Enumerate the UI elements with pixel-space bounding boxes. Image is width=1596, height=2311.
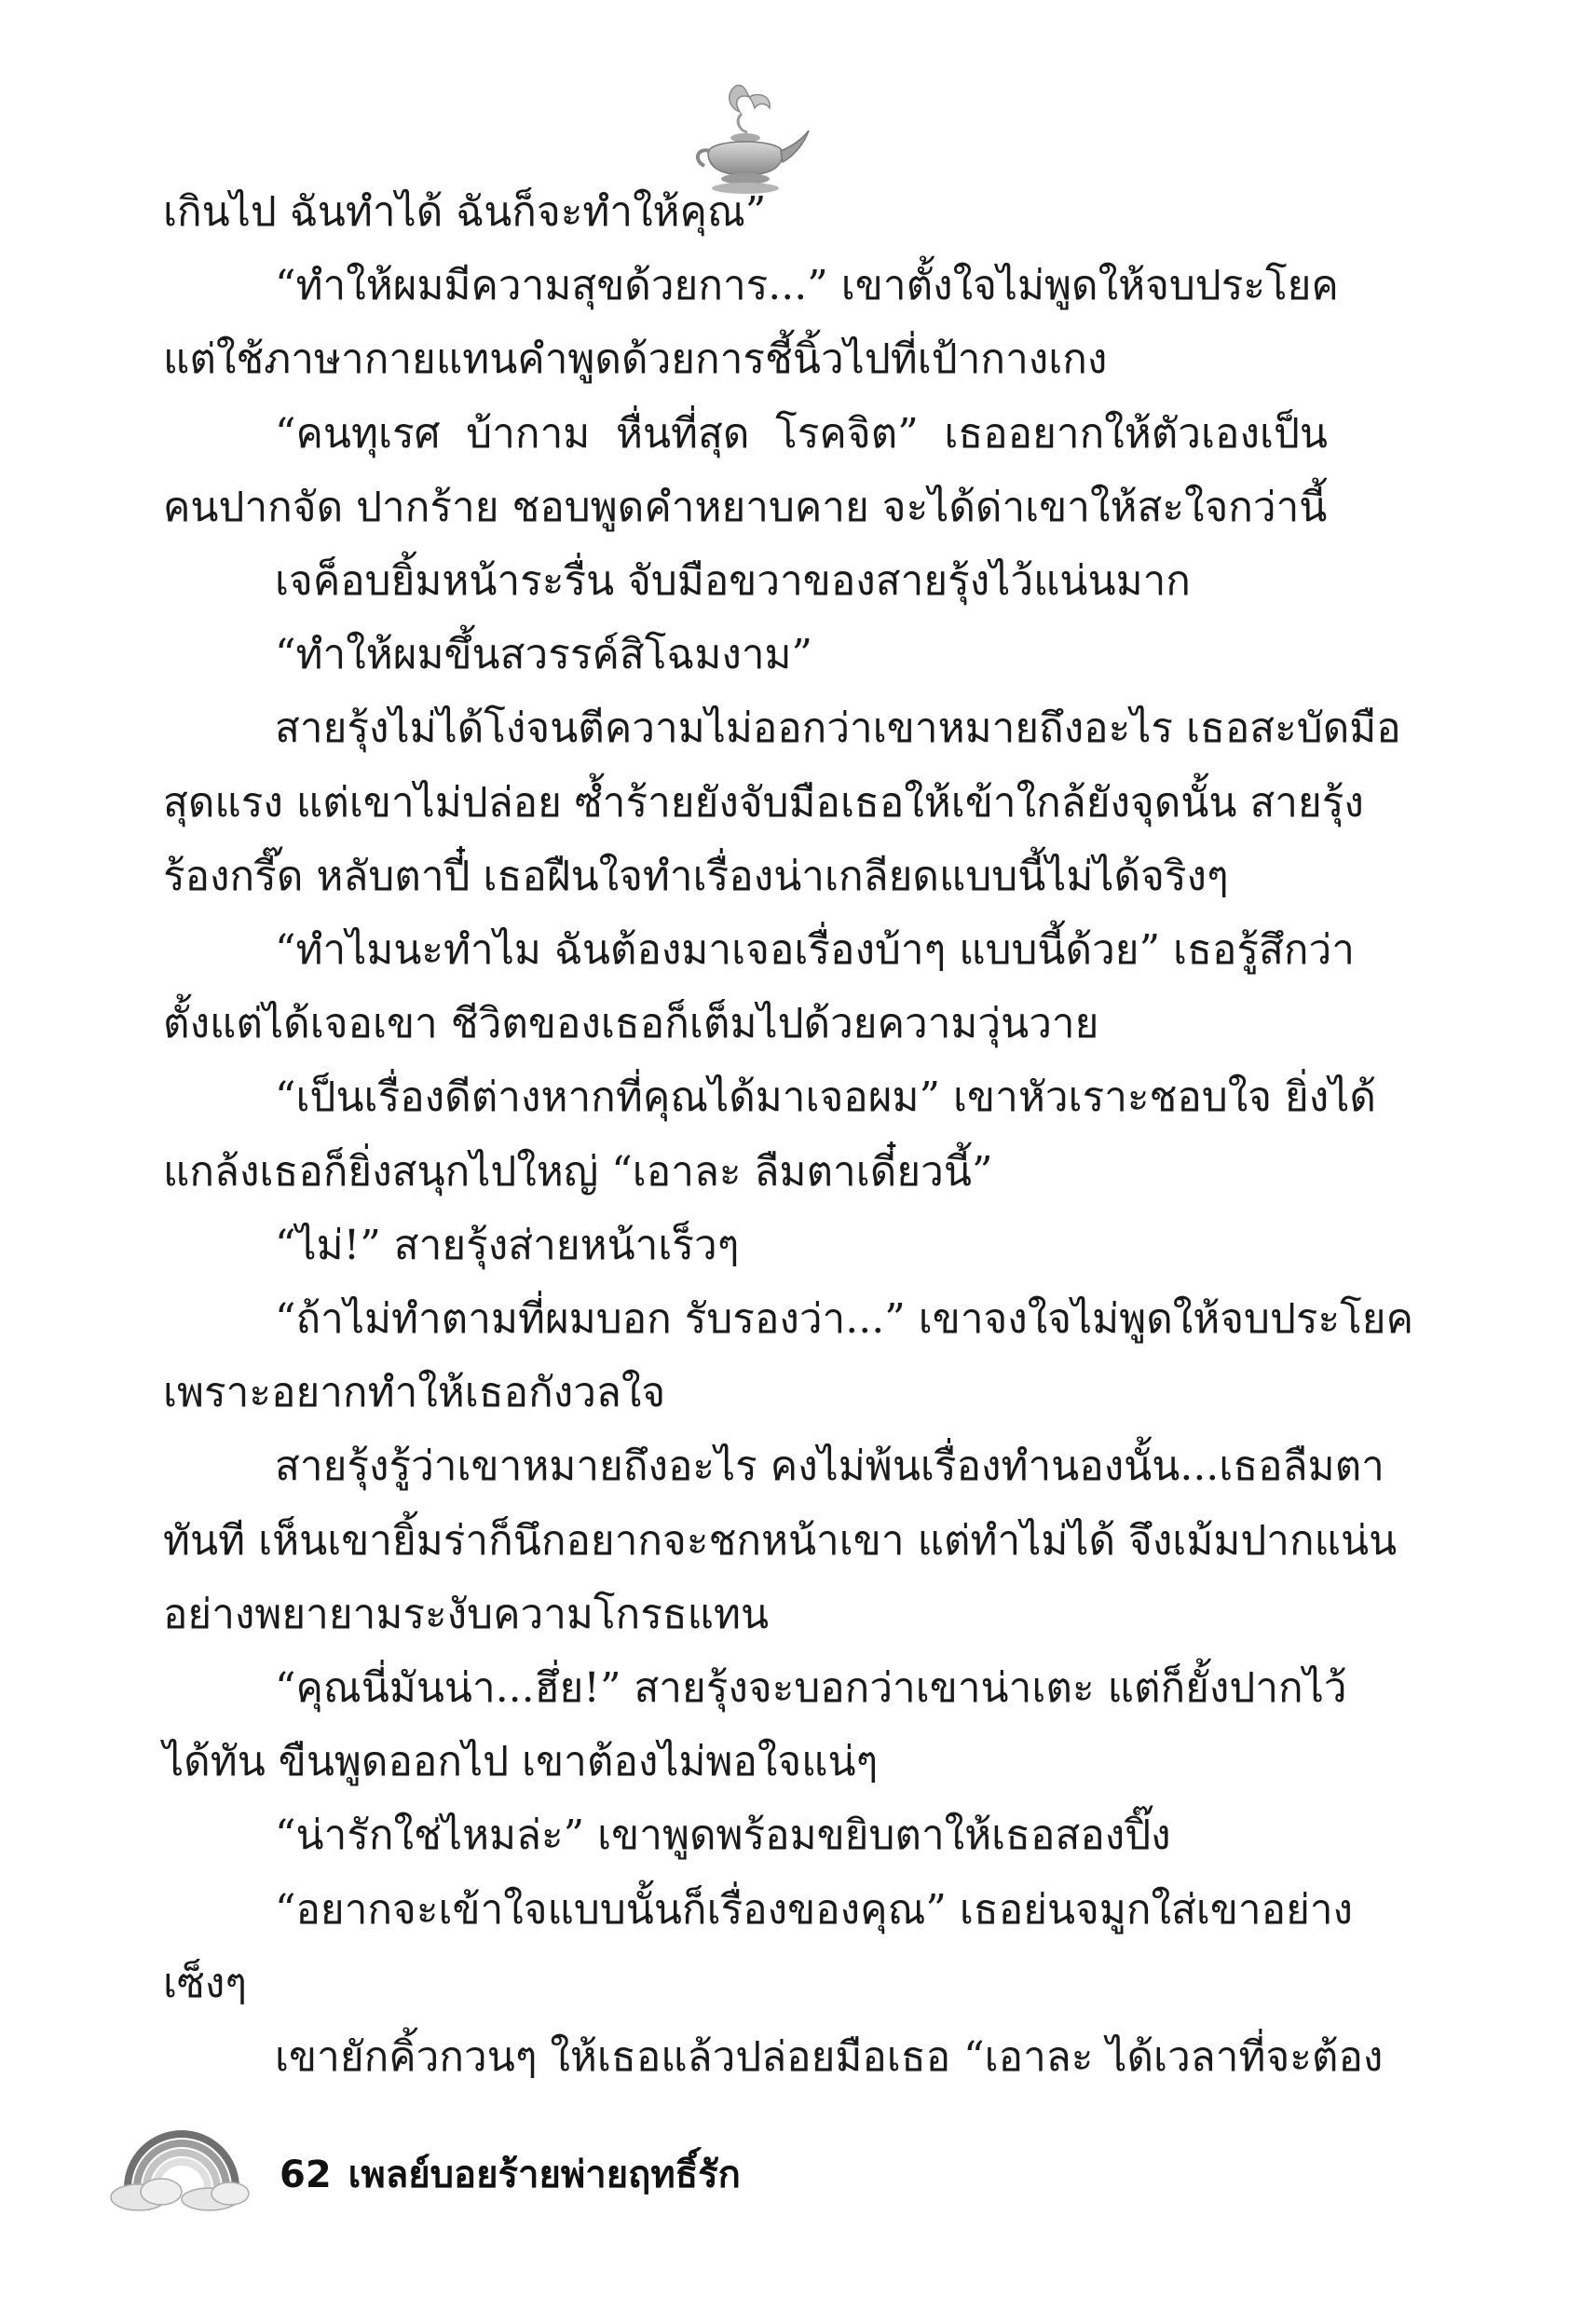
text-line: สุดแรง แต่เขาไม่ปล่อย ซ้ำร้ายยังจับมือเธอให้เข้าใกล้ยังจุดนั้น สายรุ้ง (163, 778, 1364, 827)
text-line: “ทำไมนะทำไม ฉันต้องมาเจอเรื่องบ้าๆ แบบนี้ด้วย” เธอรู้สึกว่า (275, 926, 1355, 974)
text-line: ตั้งแต่ได้เจอเขา ชีวิตของเธอก็เต็มไปด้วยความวุ่นวาย (163, 1000, 1099, 1048)
text-line: เขายักคิ้วกวนๆ ให้เธอแล้วปล่อยมือเธอ “เอาละ ได้เวลาที่จะต้อง (275, 2033, 1384, 2081)
text-line: เกินไป ฉันทำได้ ฉันก็จะทำให้คุณ” (163, 188, 767, 236)
text-line: “คนทุเรศ บ้ากาม หื่นที่สุด โรคจิต” เธออยากให้ตัวเองเป็น (275, 409, 1328, 458)
text-line: “ทำให้ผมมีความสุขด้วยการ...” เขาตั้งใจไม่พูดให้จบประโยค (275, 262, 1339, 310)
text-line: “น่ารักใช่ไหมล่ะ” เขาพูดพร้อมขยิบตาให้เธอสองปิ๊ง (275, 1812, 1171, 1860)
text-line: เซ็งๆ (163, 1959, 248, 2007)
page-number: 62 (280, 2154, 332, 2196)
text-line: “คุณนี่มันน่า...ฮึ่ย!” สายรุ้งจะบอกว่าเขาน่าเตะ แต่ก็ยั้งปากไว้ (275, 1664, 1347, 1712)
text-line: สายรุ้งรู้ว่าเขาหมายถึงอะไร คงไม่พ้นเรื่องทำนองนั้น...เธอลืมตา (275, 1443, 1385, 1491)
magic-lamp-icon (680, 76, 811, 198)
text-line: ได้ทัน ขืนพูดออกไป เขาต้องไม่พอใจแน่ๆ (163, 1738, 879, 1786)
text-line: คนปากจัด ปากร้าย ชอบพูดคำหยาบคาย จะได้ด่าเขาให้สะใจกว่านี้ (163, 483, 1328, 531)
text-line: เจค็อบยิ้มหน้าระรื่น จับมือขวาของสายรุ้งไว้แน่นมาก (275, 557, 1191, 605)
text-line: “เป็นเรื่องดีต่างหากที่คุณได้มาเจอผม” เขาหัวเราะชอบใจ ยิ่งได้ (275, 1073, 1376, 1122)
text-line: แกล้งเธอก็ยิ่งสนุกไปใหญ่ “เอาละ ลืมตาเดี๋ยวนี้” (163, 1147, 993, 1196)
text-line: “ไม่!” สายรุ้งส่ายหน้าเร็วๆ (275, 1221, 740, 1269)
rainbow-cloud-icon (107, 2115, 256, 2218)
text-line: อย่างพยายามระงับความโกรธแทน (163, 1590, 770, 1638)
text-line: “ทำให้ผมขึ้นสวรรค์สิโฉมงาม” (275, 631, 813, 679)
text-line: “ถ้าไม่ทำตามที่ผมบอก รับรองว่า...” เขาจงใจไม่พูดให้จบประโยค (275, 1295, 1414, 1343)
text-line: แต่ใช้ภาษากายแทนคำพูดด้วยการชี้นิ้วไปที่เป้ากางเกง (163, 335, 1108, 384)
text-line: สายรุ้งไม่ได้โง่จนตีความไม่ออกว่าเขาหมายถึงอะไร เธอสะบัดมือ (275, 704, 1401, 753)
text-line: เพราะอยากทำให้เธอกังวลใจ (163, 1369, 666, 1417)
page-footer (107, 2115, 853, 2218)
footer-label (280, 2151, 741, 2199)
text-line: ร้องกรี๊ด หลับตาปี๋ เธอฝืนใจทำเรื่องน่าเกลียดแบบนี้ไม่ได้จริงๆ (163, 852, 1229, 900)
text-line: “อยากจะเข้าใจแบบนั้นก็เรื่องของคุณ” เธอย่นจมูกใส่เขาอย่าง (275, 1885, 1354, 1934)
text-line: ทันที เห็นเขายิ้มร่าก็นึกอยากจะชกหน้าเขา แต่ทำไม่ได้ จึงเม้มปากแน่น (163, 1516, 1398, 1565)
book-title: เพลย์บอยร้ายพ่ายฤทธิ์รัก (348, 2154, 741, 2196)
